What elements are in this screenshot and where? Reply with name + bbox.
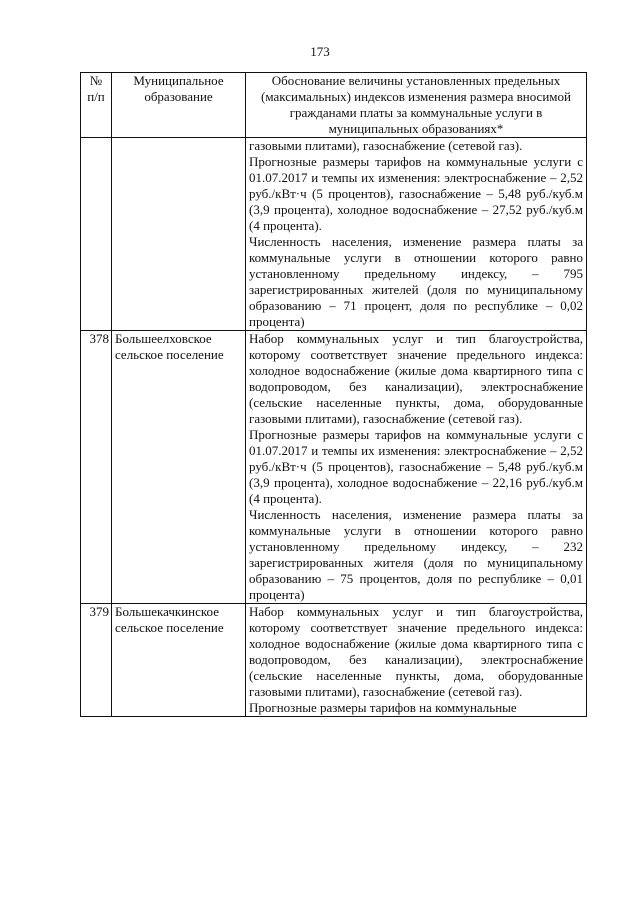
header-justification: Обоснование величины установленных предельных (максимальных) индексов изменения размера вносимой гражданами платы за коммунальные услуги в муниципальных образованиях*	[246, 73, 587, 138]
table-row	[81, 604, 587, 717]
paragraph: Численность населения, изменение размера платы за коммунальные услуги в отношении которого равно установленному предельному индексу, – 795 зарегистрированных жителей (доля по муниципальному образованию – 71 процент, доля по республике – 0,02 процента)	[249, 234, 583, 329]
row-municipality	[112, 138, 246, 331]
paragraph: Численность населения, изменение размера платы за коммунальные услуги в отношении которого равно установленному предельному индексу, – 232 зарегистрированных жителя (доля по муниципальному образованию – 75 процентов, доля по республике – 0,01 процента)	[249, 507, 583, 602]
row-justification	[246, 331, 587, 604]
row-num: 378	[81, 331, 112, 604]
paragraph: Прогнозные размеры тарифов на коммунальные услуги с 01.07.2017 и темпы их изменения: электроснабжение – 2,52 руб./кВт·ч (5 процентов), газоснабжение – 5,48 руб./куб.м (3,9 процента), холодное водоснабжение – 22,16 руб./куб.м (4 процента).	[249, 427, 583, 506]
tariff-table	[80, 72, 587, 717]
row-justification	[246, 604, 587, 717]
paragraph: газовыми плитами), газоснабжение (сетевой газ).	[249, 138, 523, 153]
page-number: 173	[310, 44, 330, 59]
row-num	[81, 138, 112, 331]
header-num: № п/п	[81, 73, 112, 138]
paragraph: Набор коммунальных услуг и тип благоустройства, которому соответствует значение предельного индекса: холодное водоснабжение (жилые дома квартирного типа с водопроводом, без канализации), электроснабжение (сельские населенные пункты, дома, оборудованные газовыми плитами), газоснабжение (сетевой газ).	[249, 331, 583, 426]
row-municipality: Большеелховское сельское поселение	[112, 331, 246, 604]
paragraph: Прогнозные размеры тарифов на коммунальные	[249, 700, 517, 715]
paragraph: Набор коммунальных услуг и тип благоустройства, которому соответствует значение предельного индекса: холодное водоснабжение (жилые дома квартирного типа с водопроводом, без канализации), электроснабжение (сельские населенные пункты, дома, оборудованные газовыми плитами), газоснабжение (сетевой газ).	[249, 604, 583, 699]
table-header-row	[81, 73, 587, 138]
paragraph: Прогнозные размеры тарифов на коммунальные услуги с 01.07.2017 и темпы их изменения: электроснабжение – 2,52 руб./кВт·ч (5 процентов), газоснабжение – 5,48 руб./куб.м (3,9 процента), холодное водоснабжение – 27,52 руб./куб.м (4 процента).	[249, 154, 583, 233]
table-row	[81, 331, 587, 604]
row-municipality: Большекачкинское сельское поселение	[112, 604, 246, 717]
table-row	[81, 138, 587, 331]
header-municipality: Муниципальное образование	[112, 73, 246, 138]
row-justification	[246, 138, 587, 331]
row-num: 379	[81, 604, 112, 717]
